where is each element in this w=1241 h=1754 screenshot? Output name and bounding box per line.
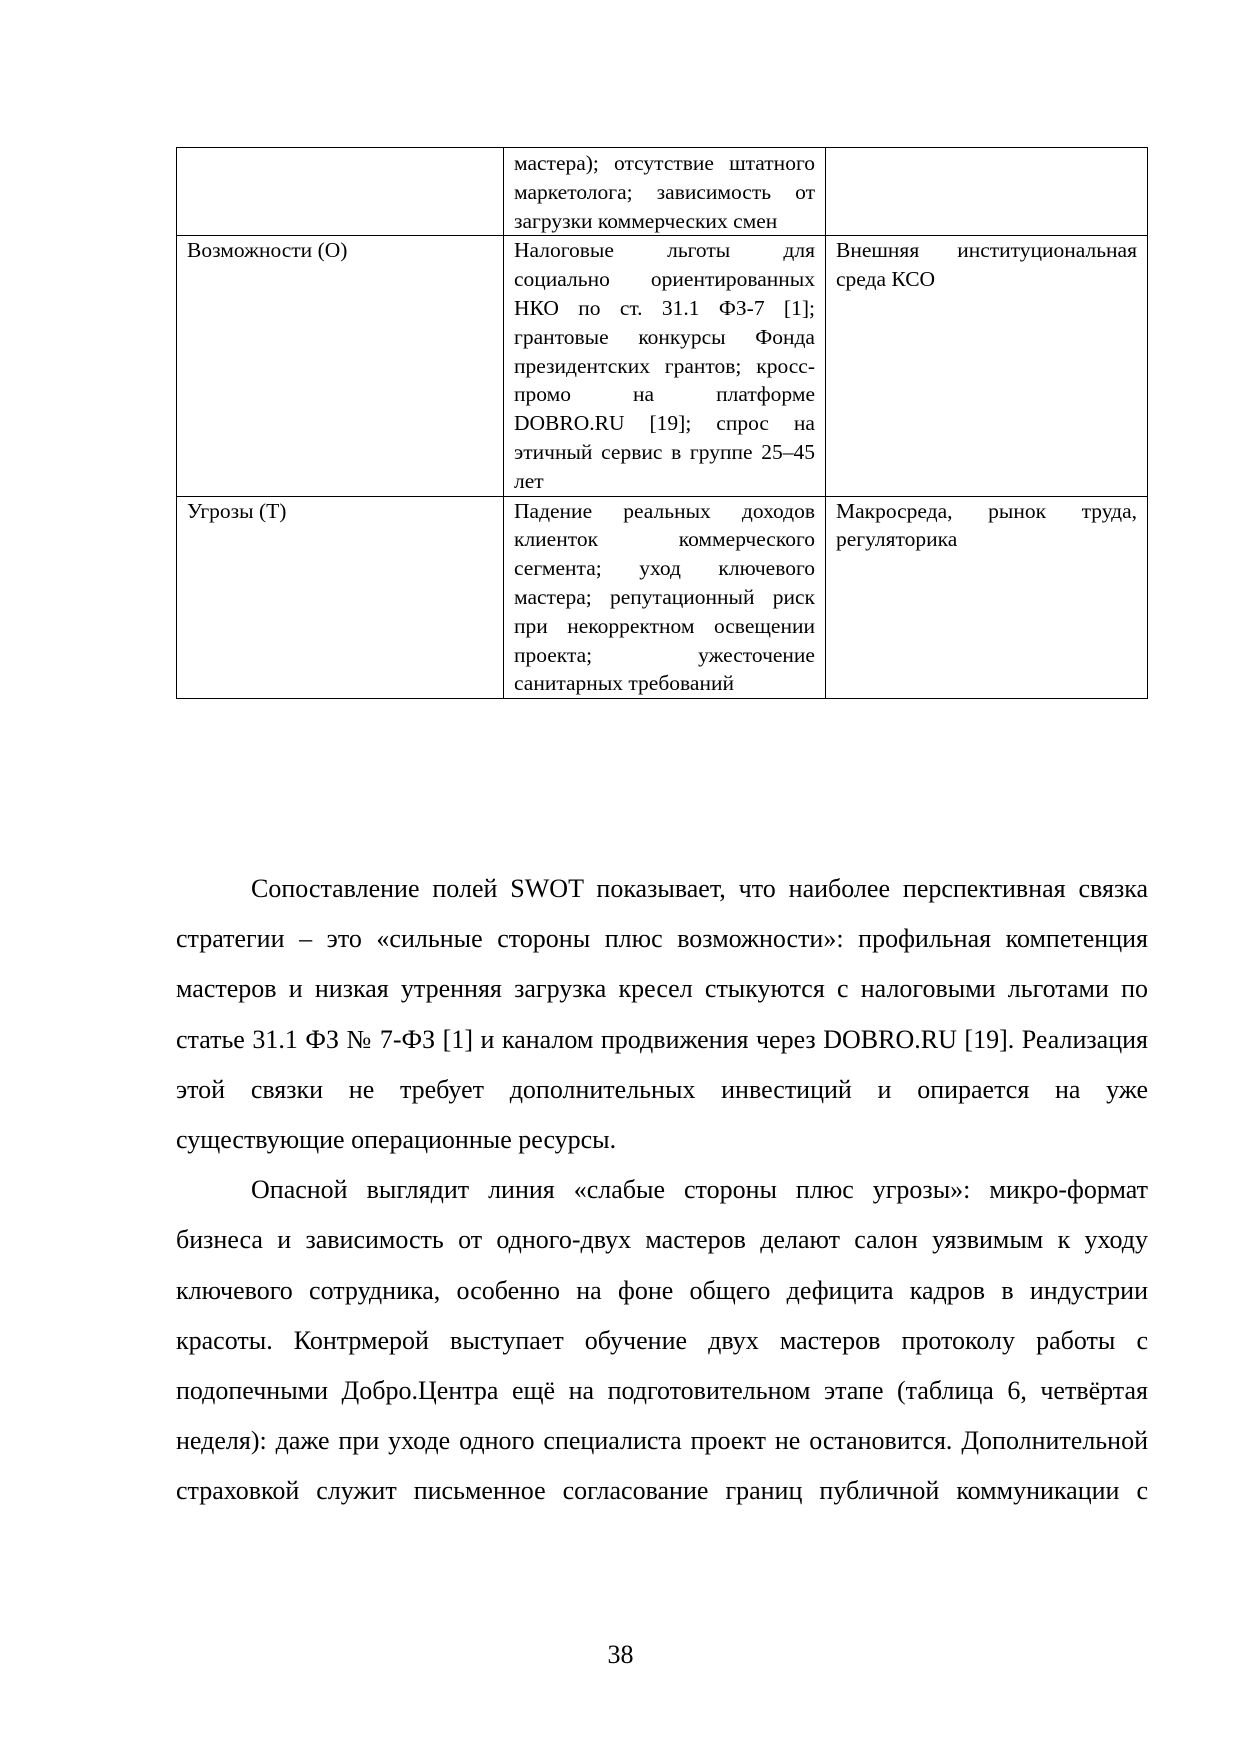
paragraph: Сопоставление полей SWOT показывает, что наиболее перспективная связка стратегии – это «сильные стороны плюс возможности»: профильная компетенция мастеров и низкая утренняя загрузка кресел стыкуются с налоговыми льготами по статье 31.1 ФЗ № 7-ФЗ [1] и каналом продвижения через DOBRO.RU [19]. Реализация этой связки не требует дополнительных инвестиций и опирается на уже существующие операционные ресурсы. bbox=[176, 874, 1148, 1155]
content-cell: Падение реальных доходов клиенток коммерческого сегмента; уход ключевого мастера; репутационный риск при некорректном освещении проекта; ужесточение санитарных требований bbox=[504, 496, 826, 699]
table-row bbox=[177, 236, 1148, 496]
paragraph: Опасной выглядит линия «слабые стороны плюс угрозы»: микро-формат бизнеса и зависимость от одного-двух мастеров делают салон уязвимым к уходу ключевого сотрудника, особенно на фоне общего дефицита кадров в индустрии красоты. Контрмерой выступает обучение двух мастеров протоколу работы с подопечными Добро.Центра ещё на подготовительном этапе (таблица 6, четвёртая неделя): даже при уходе одного специалиста проект не остановится. Дополнительной страховкой служит письменное согласование границ публичной коммуникации с bbox=[176, 1175, 1148, 1506]
body-text bbox=[176, 864, 1148, 1517]
environment-cell: Внешняя институциональная среда КСО bbox=[825, 236, 1147, 496]
factor-cell: Угрозы (Т) bbox=[177, 496, 504, 699]
factor-cell bbox=[177, 148, 504, 236]
table-row bbox=[177, 496, 1148, 699]
swot-table bbox=[176, 147, 1148, 699]
factor-cell: Возможности (О) bbox=[177, 236, 504, 496]
content-cell: мастера); отсутствие штатного маркетолога; зависимость от загрузки коммерческих смен bbox=[504, 148, 826, 236]
table-row bbox=[177, 148, 1148, 236]
environment-cell bbox=[825, 148, 1147, 236]
content-cell: Налоговые льготы для социально ориентированных НКО по ст. 31.1 ФЗ-7 [1]; грантовые конкурсы Фонда президентских грантов; кросс-промо на платформе DOBRO.RU [19]; спрос на этичный сервис в группе 25–45 лет bbox=[504, 236, 826, 496]
page-number: 38 bbox=[607, 1640, 634, 1669]
environment-cell: Макросреда, рынок труда, регуляторика bbox=[825, 496, 1147, 699]
